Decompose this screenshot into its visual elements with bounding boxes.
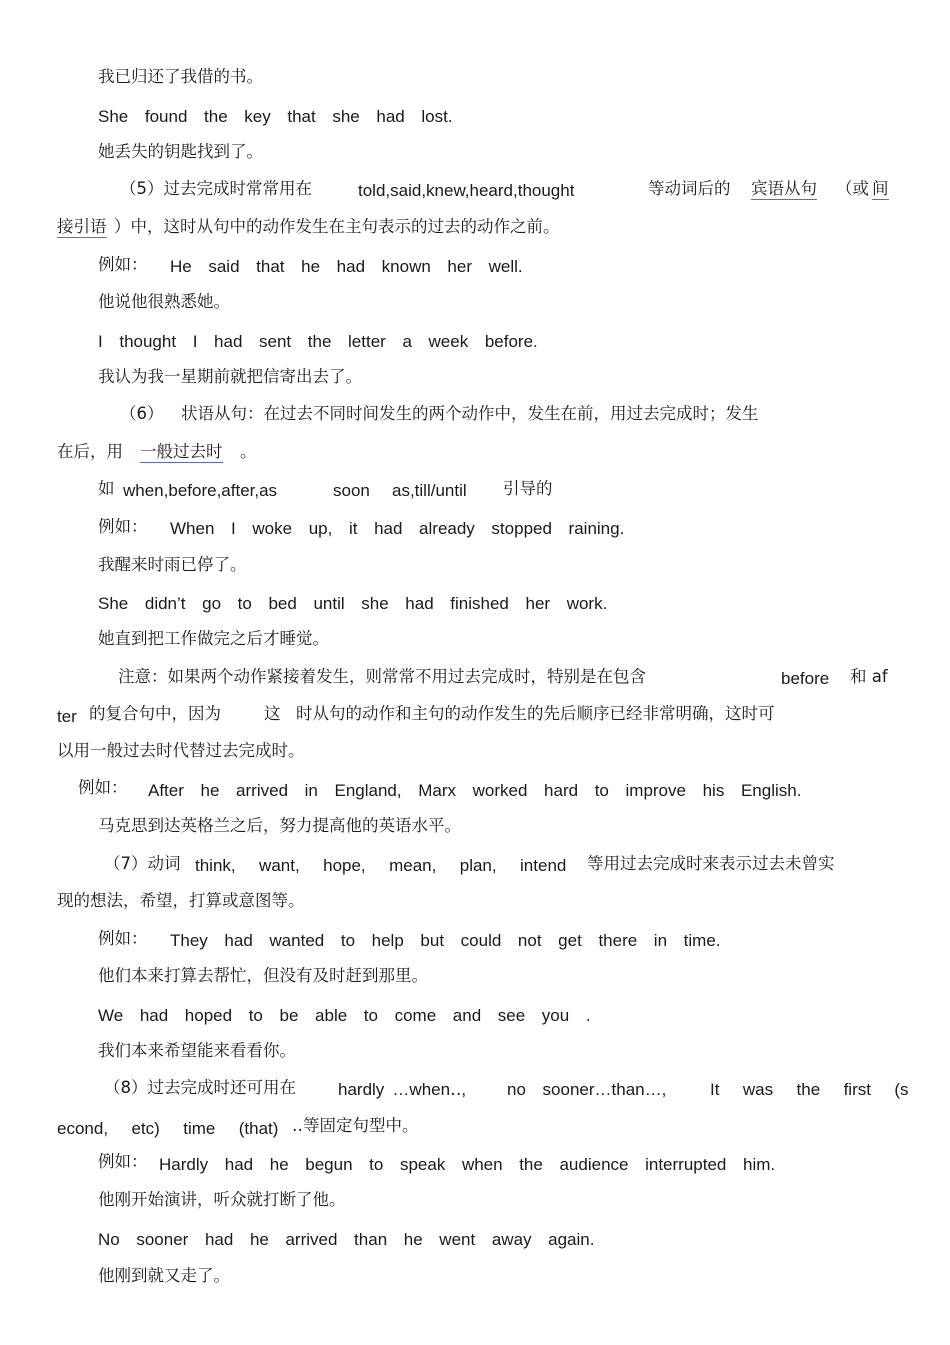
text-fragment: 引导的 <box>503 479 553 498</box>
rule-5-heading: （5）过去完成时常常用在 <box>120 179 312 198</box>
example-sentence: She didn’t go to bed until she had finished her work. <box>98 594 608 613</box>
translation: 马克思到达英格兰之后，努力提高他的英语水平。 <box>98 816 461 835</box>
translation: 他们本来打算去帮忙，但没有及时赶到那里。 <box>98 966 428 985</box>
translation: 她丢失的钥匙找到了。 <box>98 142 263 161</box>
translation: 她直到把工作做完之后才睡觉。 <box>98 629 329 648</box>
translation: 我们本来希望能来看看你。 <box>98 1041 296 1060</box>
term-simple-past: 一般过去时 <box>140 442 223 461</box>
verb-list: think, want, hope, mean, plan, intend <box>195 856 567 875</box>
conjunction-list: when,before,after,as <box>123 481 278 500</box>
term-indirect-speech-part2: 接引语 <box>57 217 107 236</box>
example-sentence: He said that he had known her well. <box>170 257 523 276</box>
example-label: 例如： <box>98 255 148 274</box>
translation: 他刚开始演讲，听众就打断了他。 <box>98 1190 346 1209</box>
rule-6-heading: （6） <box>120 404 164 423</box>
translation: 我认为我一星期前就把信寄出去了。 <box>98 367 362 386</box>
rule-7-heading: （7）动词 <box>104 854 181 873</box>
note-text: 注意：如果两个动作紧接着发生，则常常不用过去完成时，特别是在包含 <box>118 667 646 686</box>
conjunction-list: as,till/until <box>392 481 467 500</box>
text-fragment: 和 af <box>850 667 888 686</box>
example-sentence: She found the key that she had lost. <box>98 107 453 126</box>
text-fragment: 。 <box>240 442 257 461</box>
conjunction-list: soon <box>333 481 370 500</box>
text-fragment: 这 <box>264 704 281 723</box>
pattern-first-time: It was the first (s <box>710 1080 909 1099</box>
text-fragment: 如 <box>98 479 115 498</box>
text-fragment: 状语从句：在过去不同时间发生的两个动作中，发生在前，用过去完成时；发生 <box>181 404 759 423</box>
text-fragment: 以用一般过去时代替过去完成时。 <box>57 741 305 760</box>
example-sentence: We had hoped to be able to come and see you . <box>98 1006 591 1025</box>
text-fragment: 时从句的动作和主句的动作发生的先后顺序已经非常明确，这时可 <box>296 704 775 723</box>
text-fragment: ）中，这时从句中的动作发生在主句表示的过去的动作之前。 <box>114 217 560 236</box>
translation: 我醒来时雨已停了。 <box>98 555 247 574</box>
example-sentence: When I woke up, it had already stopped raining. <box>170 519 625 538</box>
term-object-clause: 宾语从句 <box>751 179 817 198</box>
translation: 他说他很熟悉她。 <box>98 292 230 311</box>
text-fragment: 等动词后的 <box>648 179 731 198</box>
text-fragment: 等用过去完成时来表示过去未曾实 <box>587 854 835 873</box>
pattern-no-sooner-than: no sooner…than…, <box>507 1080 667 1099</box>
text-fragment: 现的想法，希望，打算或意图等。 <box>57 891 305 910</box>
text-fragment: （或 <box>836 179 869 198</box>
keyword-before: before <box>781 669 830 688</box>
example-label: 例如： <box>98 929 148 948</box>
pattern-first-time-cont: econd, etc) time (that) <box>57 1119 279 1138</box>
text-fragment: ter <box>57 707 77 726</box>
verb-list: told,said,knew,heard,thought <box>358 181 575 200</box>
text-line: 我已归还了我借的书。 <box>98 67 263 86</box>
example-sentence: They had wanted to help but could not get there in time. <box>170 931 721 950</box>
example-label: 例如： <box>98 1152 148 1171</box>
example-sentence: I thought I had sent the letter a week before. <box>98 332 538 351</box>
translation: 他刚到就又走了。 <box>98 1266 230 1285</box>
text-fragment: 在后，用 <box>57 442 123 461</box>
rule-8-heading: （8）过去完成时还可用在 <box>104 1078 296 1097</box>
example-sentence: Hardly had he begun to speak when the audience interrupted him. <box>159 1155 776 1174</box>
example-sentence: After he arrived in England, Marx worked hard to improve his English. <box>148 781 802 800</box>
example-label: 例如： <box>78 778 128 797</box>
example-sentence: No sooner had he arrived than he went away again. <box>98 1230 595 1249</box>
pattern-hardly-when: hardly …when‥, <box>338 1080 467 1099</box>
text-fragment: 的复合句中，因为 <box>89 704 221 723</box>
text-fragment: ‥等固定句型中。 <box>292 1116 419 1135</box>
term-indirect-speech-part1: 间 <box>872 179 889 198</box>
example-label: 例如： <box>98 517 148 536</box>
